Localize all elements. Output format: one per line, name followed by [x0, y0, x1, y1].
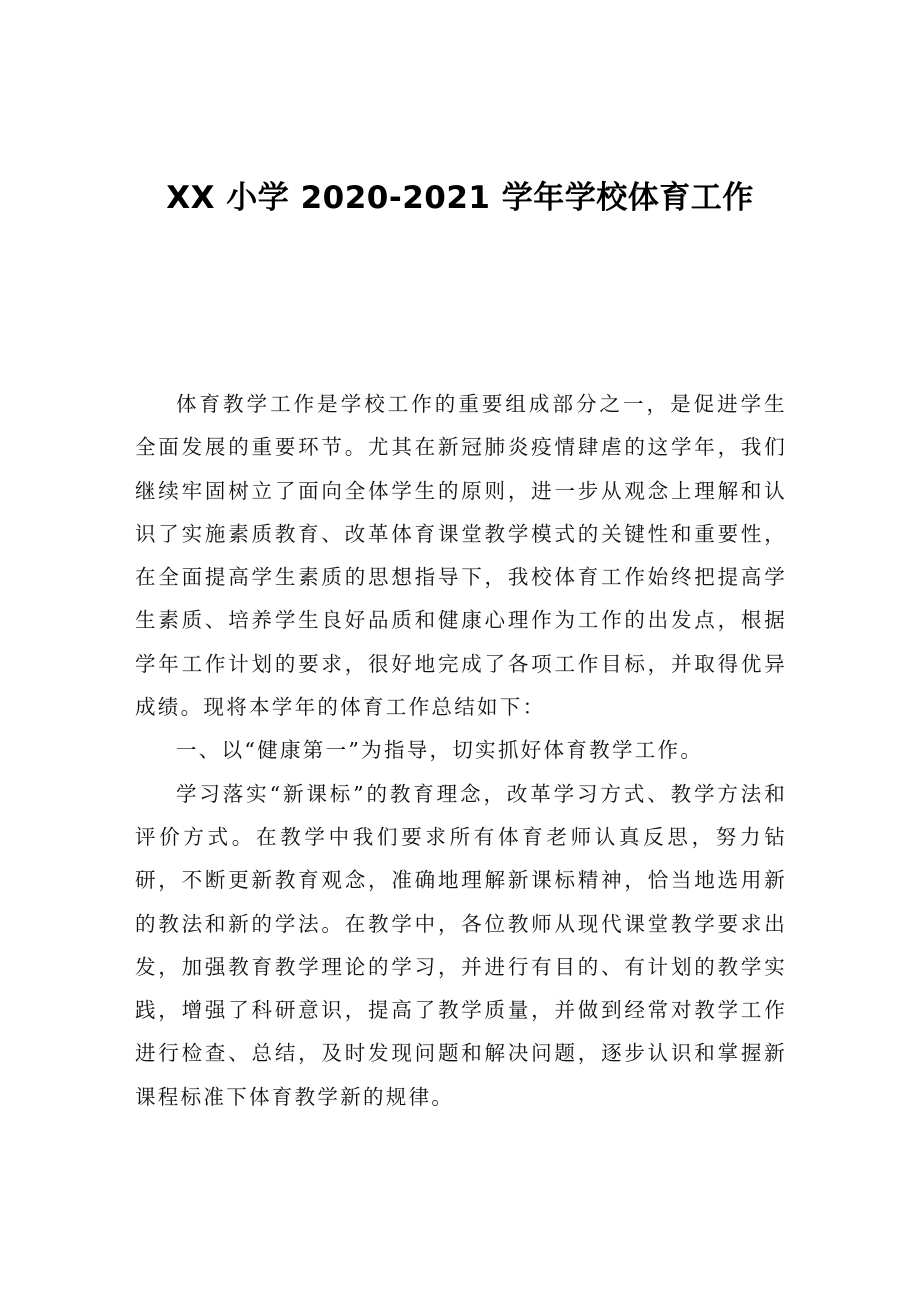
document-body: [135, 383, 787, 1119]
paragraph-section-heading: 一、以“健康第一”为指导，切实抓好体育教学工作。: [176, 738, 704, 763]
document-title: XX 小学 2020-2021 学年学校体育工作: [166, 180, 754, 216]
paragraph-intro: 体育教学工作是学校工作的重要组成部分之一，是促进学生全面发展的重要环节。尤其在新冠肺炎疫情肆虐的这学年，我们继续牢固树立了面向全体学生的原则，进一步从观念上理解和认识了实施素质教育、改革体育课堂教学模式的关键性和重要性，在全面提高学生素质的思想指导下，我校体育工作始终把提高学生素质、培养学生良好品质和健康心理作为工作的出发点，根据学年工作计划的要求，很好地完成了各项工作目标，并取得优异成绩。现将本学年的体育工作总结如下：: [135, 392, 787, 720]
paragraph-teaching: 学习落实“新课标”的教育理念，改革学习方式、教学方法和评价方式。在教学中我们要求所有体育老师认真反思，努力钻研，不断更新教育观念，准确地理解新课标精神，恰当地选用新的教法和新的学法。在教学中，各位教师从现代课堂教学要求出发，加强教育教学理论的学习，并进行有目的、有计划的教学实践，增强了科研意识，提高了教学质量，并做到经常对教学工作进行检查、总结，及时发现问题和解决问题，逐步认识和掌握新课程标准下体育教学新的规律。: [135, 781, 787, 1109]
